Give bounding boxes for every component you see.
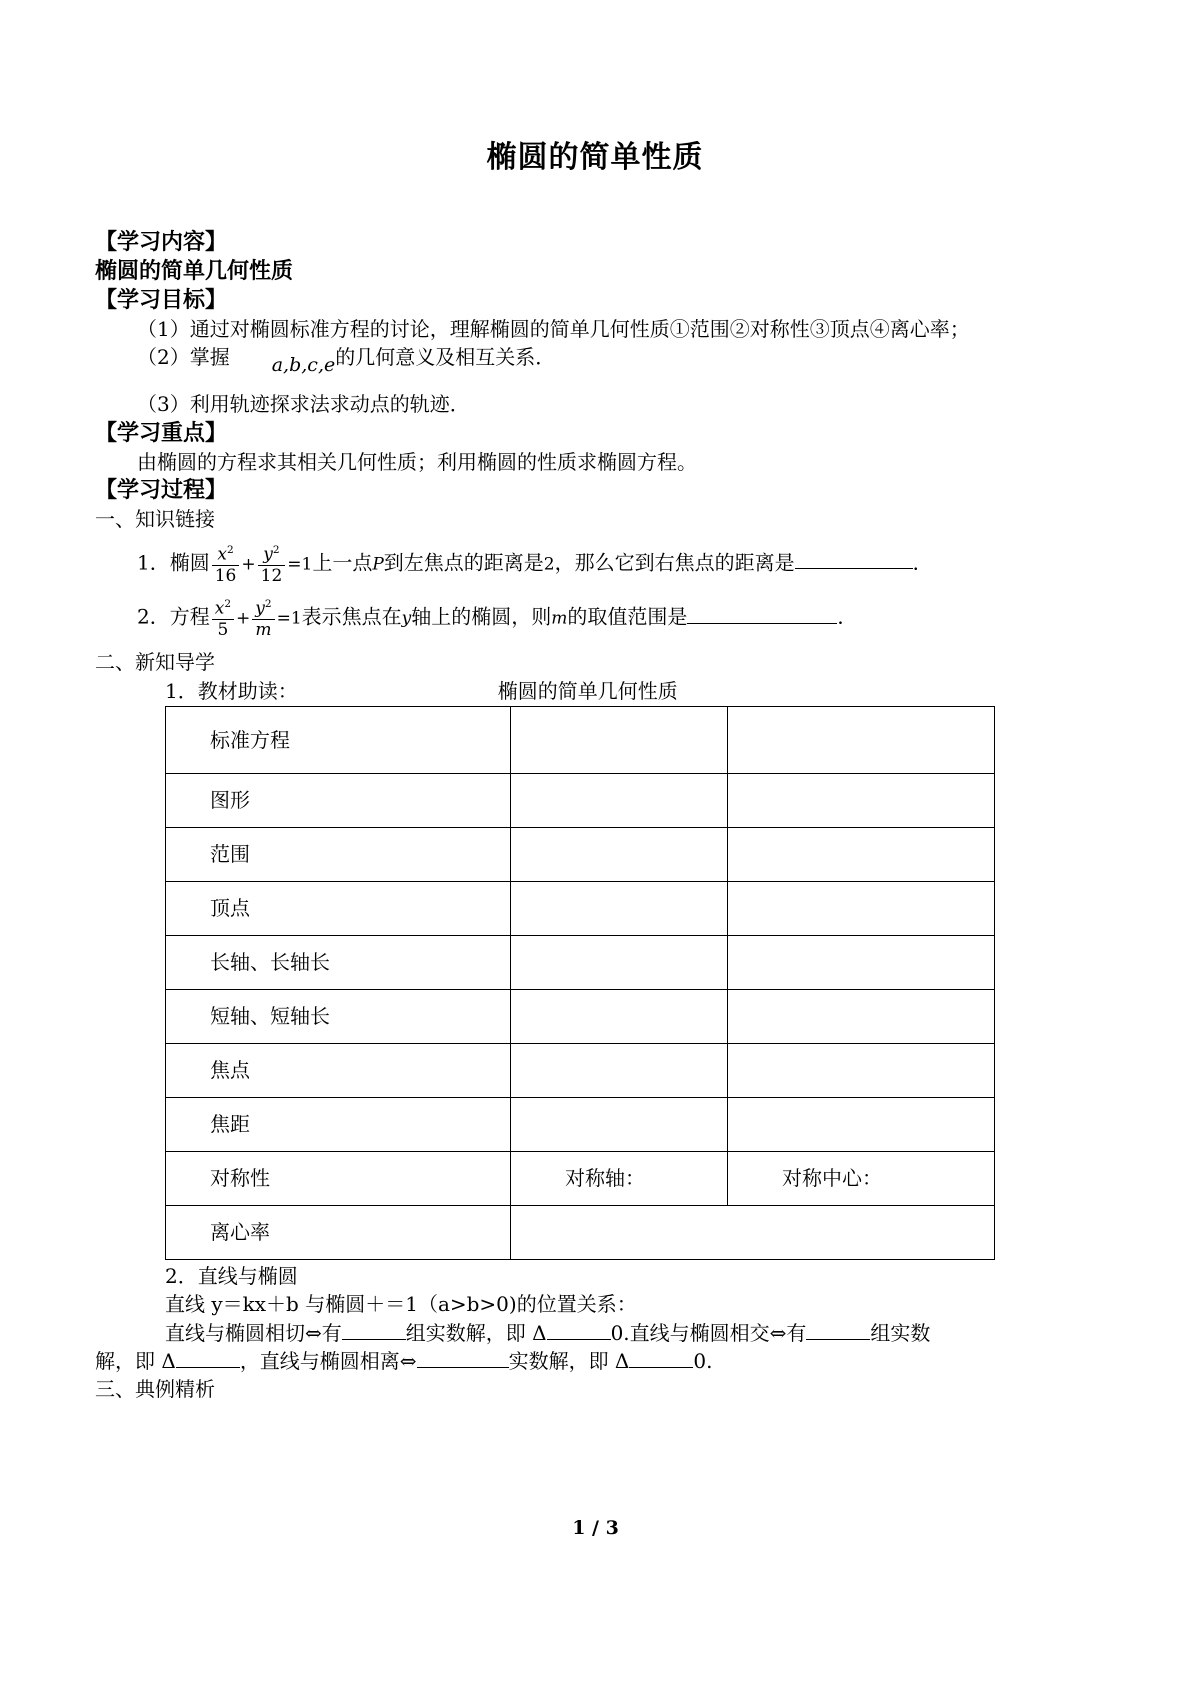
relation-text-3: 0.直线与椭圆相交⇔有	[610, 1320, 807, 1345]
problem-2-variable-m: m	[551, 608, 568, 629]
problem-1-distance-value: 2	[543, 554, 555, 575]
page-title: 椭圆的简单性质	[486, 140, 704, 175]
relation-text-1: 直线与椭圆相切⇔有	[165, 1320, 342, 1345]
row-label-symmetry: 对称性	[166, 1151, 511, 1205]
row-cell-standard-equation-2[interactable]	[728, 706, 995, 773]
row-label-minor-axis: 短轴、短轴长	[166, 989, 511, 1043]
problem-2-equals: =1	[276, 608, 302, 629]
problem-1-end: ．	[912, 550, 933, 575]
problem-1-point-p: P	[372, 554, 384, 575]
relation-text-2: 组实数解，即 Δ	[405, 1320, 547, 1345]
problem-2-plus: +	[236, 608, 251, 629]
objective-2-prefix: （2）掌握	[137, 345, 230, 370]
problem-1-text-b: 上一点	[312, 550, 373, 575]
problem-2-fraction-1	[212, 599, 234, 639]
review-problem-2	[95, 598, 1095, 641]
row-cell-focal-distance-2[interactable]	[728, 1097, 995, 1151]
table-body	[166, 706, 995, 1259]
row-cell-minor-axis-2[interactable]	[728, 989, 995, 1043]
frac1-exponent: 2	[227, 543, 234, 556]
relation-blank-6[interactable]	[629, 1367, 693, 1368]
relation-text-5: 解，即 Δ	[95, 1349, 176, 1373]
table-row	[166, 881, 995, 935]
relation-blank-5[interactable]	[417, 1367, 509, 1368]
table-row	[166, 989, 995, 1043]
problem-1-plus: +	[241, 554, 256, 575]
problem-2-axis-y: y	[401, 608, 412, 629]
problem-2-fraction-2	[252, 599, 274, 639]
textbook-reading-label: 1．教材助读：	[165, 678, 298, 703]
relation-blank-2[interactable]	[547, 1339, 611, 1340]
relation-line-1	[95, 1319, 1095, 1347]
row-cell-standard-equation-1[interactable]	[511, 706, 728, 773]
problem-2-text-b: 表示焦点在	[301, 604, 402, 629]
row-cell-focus-2[interactable]	[728, 1043, 995, 1097]
row-label-eccentricity: 离心率	[166, 1205, 511, 1259]
part-two-heading: 二、新知导学	[95, 650, 215, 675]
frac2-exponent: 2	[272, 543, 280, 556]
page-footer: 1 / 3	[572, 1517, 619, 1539]
problem-1-fraction-2	[258, 545, 286, 585]
row-cell-eccentricity[interactable]	[511, 1205, 995, 1259]
table-row	[166, 1097, 995, 1151]
frac2-numerator: y	[255, 598, 265, 619]
review-problem-1	[95, 544, 1095, 584]
problem-1-number: 1．	[137, 550, 170, 575]
row-label-standard-equation: 标准方程	[166, 706, 511, 773]
row-label-vertex: 顶点	[166, 881, 511, 935]
table-row	[166, 1043, 995, 1097]
row-cell-figure-1[interactable]	[511, 773, 728, 827]
table-row	[166, 827, 995, 881]
row-cell-major-axis-2[interactable]	[728, 935, 995, 989]
problem-2-text-a: 方程	[169, 604, 210, 629]
relation-blank-4[interactable]	[176, 1367, 240, 1368]
line-and-ellipse-label: 2．直线与椭圆	[165, 1263, 298, 1288]
objective-2-variables: a,b,c,e	[271, 354, 336, 377]
frac2-denominator: m	[255, 620, 272, 641]
frac1-denominator: 16	[214, 565, 237, 586]
row-cell-focal-distance-1[interactable]	[511, 1097, 728, 1151]
row-label-figure: 图形	[166, 773, 511, 827]
problem-2-text-c: 轴上的椭圆，则	[411, 604, 552, 629]
problem-1-equals: =1	[287, 554, 313, 575]
document-content	[95, 140, 1095, 1404]
table-row	[166, 1205, 995, 1259]
objective-item-3: （3）利用轨迹探求法求动点的轨迹．	[137, 392, 470, 417]
objective-item-1: （1）通过对椭圆标准方程的讨论，理解椭圆的简单几何性质①范围②对称性③顶点④离心率；	[137, 317, 970, 342]
frac2-exponent: 2	[264, 598, 272, 611]
section-heading-process: 【学习过程】	[95, 477, 228, 504]
row-cell-range-1[interactable]	[511, 827, 728, 881]
row-label-focal-distance: 焦距	[166, 1097, 511, 1151]
line-equation-text: 直线 y＝kx＋b 与椭圆＋＝1（a>b>0)的位置关系：	[165, 1292, 637, 1317]
problem-1-answer-blank[interactable]	[795, 568, 913, 569]
section-heading-objectives: 【学习目标】	[95, 287, 228, 314]
relation-text-8: 0.	[693, 1349, 713, 1373]
table-row	[166, 935, 995, 989]
row-cell-minor-axis-1[interactable]	[511, 989, 728, 1043]
relation-text-4: 组实数	[870, 1320, 931, 1345]
problem-2-number: 2．	[137, 604, 170, 629]
row-cell-range-2[interactable]	[728, 827, 995, 881]
problem-1-text-d: ，那么它到右焦点的距离是	[554, 550, 795, 575]
problem-1-text-c: 到左焦点的距离是	[383, 550, 544, 575]
frac2-numerator: y	[263, 544, 273, 565]
row-cell-focus-1[interactable]	[511, 1043, 728, 1097]
section-heading-content: 【学习内容】	[95, 229, 228, 255]
keypoint-body: 由椭圆的方程求其相关几何性质；利用椭圆的性质求椭圆方程。	[137, 449, 697, 474]
row-cell-symmetry-center[interactable]: 对称中心：	[728, 1151, 995, 1205]
frac1-numerator: x	[214, 598, 225, 619]
row-cell-major-axis-1[interactable]	[511, 935, 728, 989]
section-body-content: 椭圆的简单几何性质	[95, 258, 294, 285]
row-cell-figure-2[interactable]	[728, 773, 995, 827]
problem-2-text-d: 的取值范围是	[567, 604, 688, 629]
row-cell-symmetry-axis[interactable]: 对称轴：	[511, 1151, 728, 1205]
objective-2-suffix: 的几何意义及相互关系．	[335, 345, 556, 370]
row-label-range: 范围	[166, 827, 511, 881]
part-three-heading: 三、典例精析	[95, 1377, 215, 1402]
part-one-heading: 一、知识链接	[95, 507, 215, 532]
table-title: 椭圆的简单几何性质	[497, 678, 678, 703]
frac1-numerator: x	[217, 544, 227, 565]
relation-line-2	[95, 1347, 1095, 1375]
problem-1-text-a: 椭圆	[169, 550, 210, 575]
frac2-denominator: 12	[260, 565, 283, 586]
relation-blank-3[interactable]	[806, 1339, 870, 1340]
frac1-denominator: 5	[217, 620, 229, 641]
table-row	[166, 773, 995, 827]
objective-item-2	[95, 343, 1095, 377]
section-heading-keypoint: 【学习重点】	[95, 419, 228, 446]
row-label-major-axis: 长轴、长轴长	[166, 935, 511, 989]
row-cell-vertex-2[interactable]	[728, 881, 995, 935]
problem-2-end: ．	[837, 604, 858, 629]
table-caption-row	[95, 677, 1095, 706]
relation-blank-1[interactable]	[342, 1339, 406, 1340]
row-label-focus: 焦点	[166, 1043, 511, 1097]
table-row	[166, 1151, 995, 1205]
ellipse-properties-table	[165, 706, 995, 1260]
table-row	[166, 706, 995, 773]
frac1-exponent: 2	[224, 598, 232, 611]
problem-2-answer-blank[interactable]	[687, 623, 837, 624]
relation-text-7: 实数解，即 Δ	[508, 1349, 630, 1373]
problem-1-fraction-1	[212, 545, 240, 585]
row-cell-vertex-1[interactable]	[511, 881, 728, 935]
relation-text-6: ，直线与椭圆相离⇔	[239, 1349, 417, 1373]
